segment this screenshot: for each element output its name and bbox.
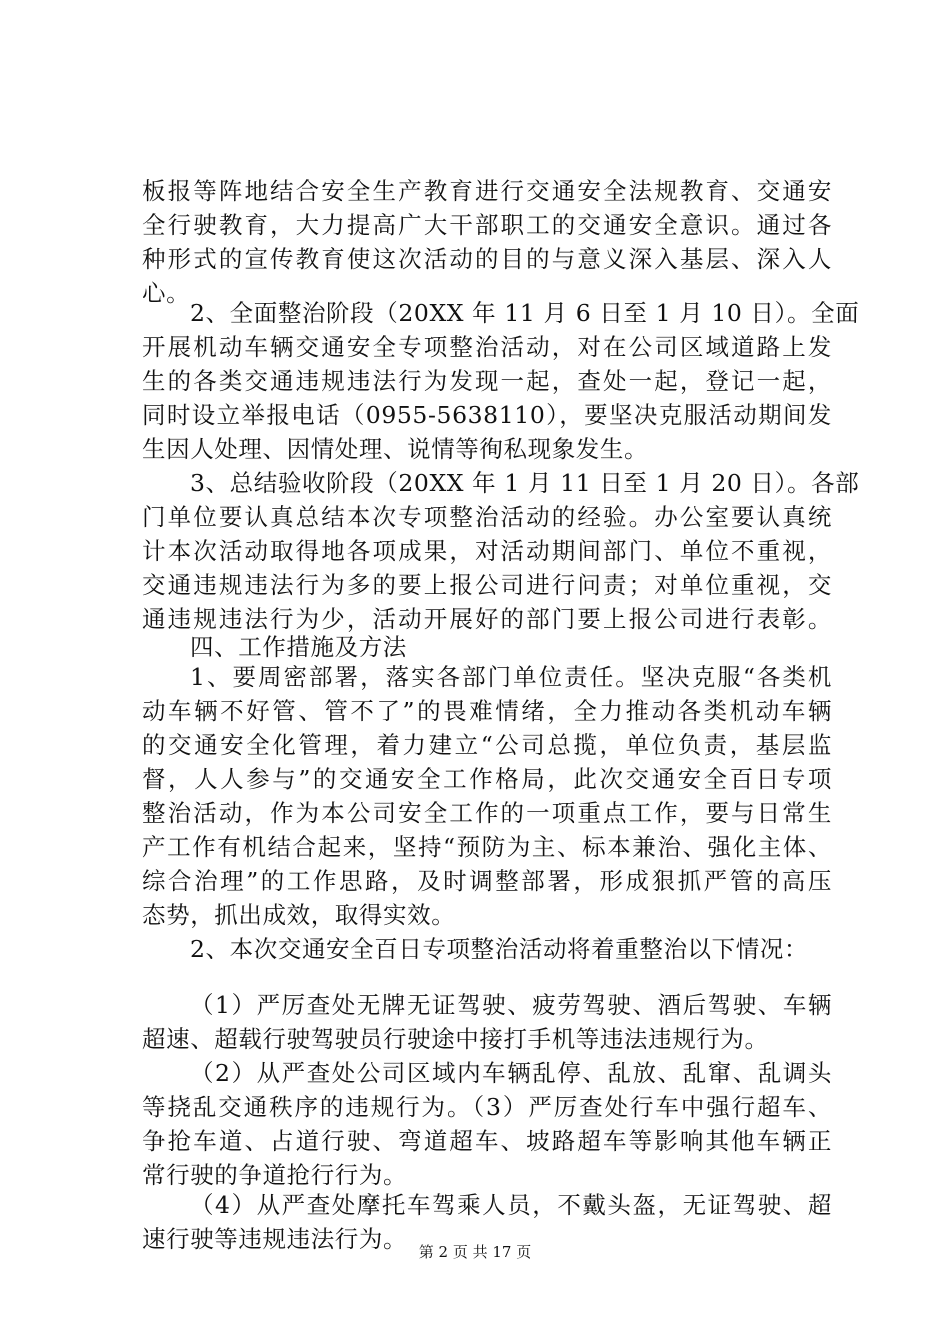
text-line: 常行驶的争道抢行行为。 [142, 1161, 408, 1189]
list-item-first-line: （2）从严查处公司区域内车辆乱停、乱放、乱窜、乱调头 [190, 1059, 832, 1087]
text-line: 督，人人参与”的交通安全工作格局，此次交通安全百日专项 [142, 765, 832, 793]
text-line: 整治活动，作为本公司安全工作的一项重点工作，要与日常生 [142, 799, 832, 827]
list-item-first-line: （1）严厉查处无牌无证驾驶、疲劳驾驶、酒后驾驶、车辆 [190, 991, 832, 1019]
text-line: 生的各类交通违规违法行为发现一起，查处一起，登记一起， [142, 367, 832, 395]
text-line: 动车辆不好管、管不了”的畏难情绪，全力推动各类机动车辆 [142, 697, 832, 725]
text-line: 门单位要认真总结本次专项整治活动的经验。办公室要认真统 [142, 503, 832, 531]
text-line: 综合治理”的工作思路，及时调整部署，形成狠抓严管的高压 [142, 867, 832, 895]
paragraph-first-line: 3、总结验收阶段（20XX 年 1 月 11 日至 1 月 20 日）。各部 [190, 469, 860, 497]
text-line: 等挠乱交通秩序的违规行为。（3）严厉查处行车中强行超车、 [142, 1093, 832, 1121]
paragraph-first-line: 2、全面整治阶段（20XX 年 11 月 6 日至 1 月 10 日）。全面 [190, 299, 860, 327]
page-number: 第 2 页 共 17 页 [418, 1243, 532, 1261]
text-line: 交通违规违法行为多的要上报公司进行问责；对单位重视，交 [142, 571, 832, 599]
text-line: 心。 [142, 279, 191, 307]
paragraph-first-line: 1、要周密部署，落实各部门单位责任。坚决克服“各类机 [190, 663, 832, 691]
text-line: 种形式的宣传教育使这次活动的目的与意义深入基层、深入人 [142, 245, 832, 273]
text-line: 开展机动车辆交通安全专项整治活动，对在公司区域道路上发 [142, 333, 832, 361]
text-line: 争抢车道、占道行驶、弯道超车、坡路超车等影响其他车辆正 [142, 1127, 832, 1155]
text-line: 速行驶等违规违法行为。 [142, 1225, 408, 1253]
section-heading: 四、工作措施及方法 [190, 633, 407, 661]
text-line: 板报等阵地结合安全生产教育进行交通安全法规教育、交通安 [142, 177, 832, 205]
text-line: 通违规违法行为少，活动开展好的部门要上报公司进行表彰。 [142, 605, 832, 633]
text-line: 产工作有机结合起来，坚持“预防为主、标本兼治、强化主体、 [142, 833, 832, 861]
text-line: 生因人处理、因情处理、说情等徇私现象发生。 [142, 435, 649, 463]
text-line: 态势，抓出成效，取得实效。 [142, 901, 456, 929]
text-line: 的交通安全化管理，着力建立“公司总揽，单位负责，基层监 [142, 731, 832, 759]
text-line: 全行驶教育，大力提高广大干部职工的交通安全意识。通过各 [142, 211, 832, 239]
text-line: 计本次活动取得地各项成果，对活动期间部门、单位不重视， [142, 537, 832, 565]
text-line: 超速、超载行驶驾驶员行驶途中接打手机等违法违规行为。 [142, 1025, 769, 1053]
paragraph-first-line: 2、本次交通安全百日专项整治活动将着重整治以下情况： [190, 935, 809, 963]
text-line: 同时设立举报电话（0955-5638110），要坚决克服活动期间发 [142, 401, 832, 429]
list-item-first-line: （4）从严查处摩托车驾乘人员，不戴头盔，无证驾驶、超 [190, 1191, 832, 1219]
